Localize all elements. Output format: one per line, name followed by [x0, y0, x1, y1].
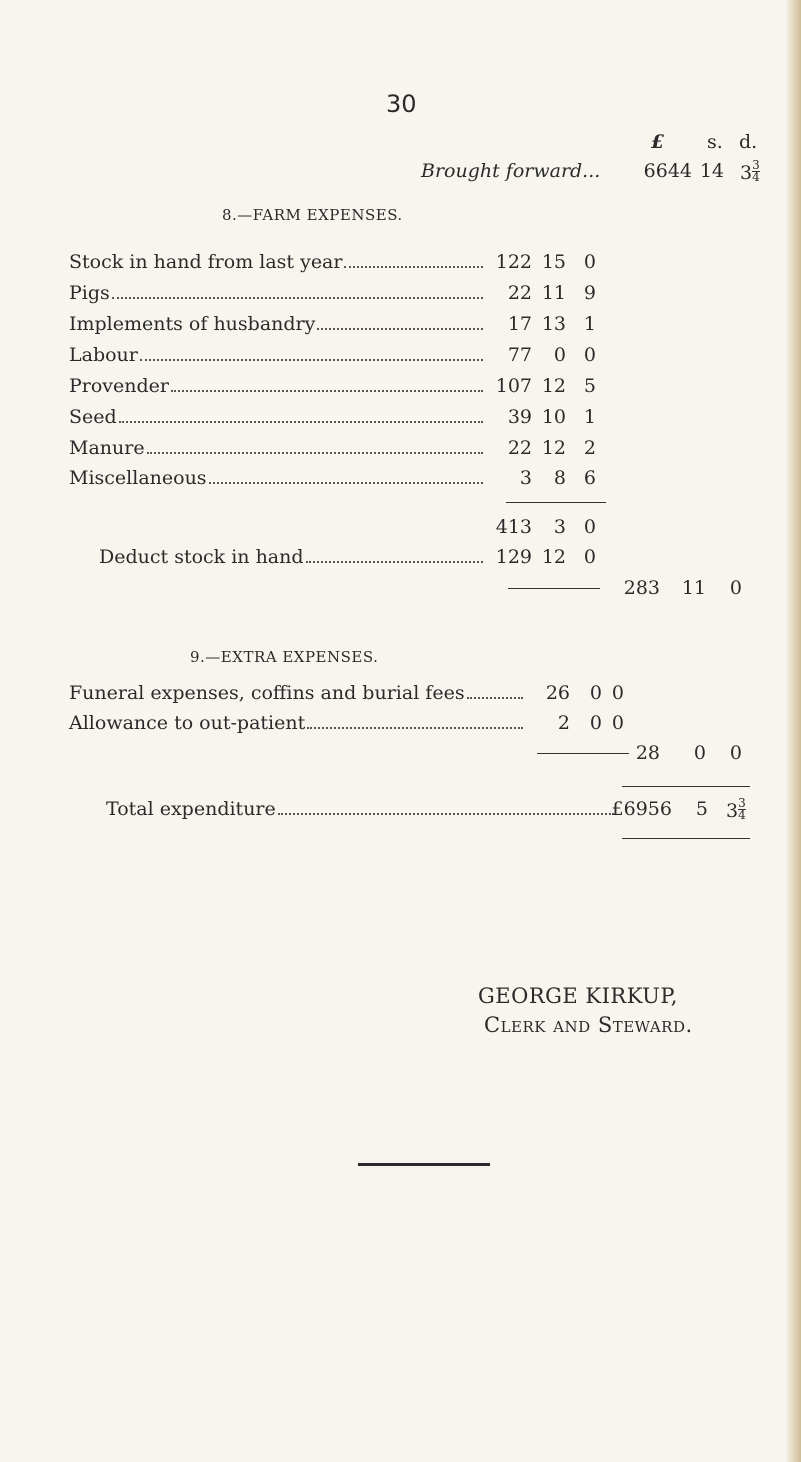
signature-name: GEORGE KIRKUP, [478, 984, 678, 1008]
item-label: Stock in hand from last year [69, 251, 343, 273]
leader-dots [140, 359, 483, 361]
item-pounds: 2 [557, 712, 570, 734]
total-rule-bottom [622, 838, 750, 839]
farm-expenses-heading: 8.—FARM EXPENSES. [222, 206, 403, 224]
total-amount: £6956 [611, 798, 672, 820]
farm-item-row [69, 344, 487, 366]
total-shillings: 5 [695, 798, 708, 820]
farm-item-row [69, 313, 487, 335]
brought-forward-pence: 3 $\frac{3}{4}$ [740, 158, 760, 184]
extra-item-row [69, 682, 527, 704]
item-label: Allowance to out-patient [69, 712, 306, 734]
item-pounds: 22 [507, 437, 532, 459]
item-pence: 1 [583, 313, 596, 335]
subtotal-pence: 0 [583, 516, 596, 538]
deduct-shillings: 12 [541, 546, 566, 568]
item-label: Miscellaneous [69, 467, 207, 489]
leader-dots [209, 482, 483, 484]
farm-net-pence: 0 [729, 577, 742, 599]
leader-dots [467, 697, 523, 699]
farm-item-row [69, 467, 487, 489]
brought-forward-pounds: 6644 [643, 160, 692, 182]
item-pounds: 107 [495, 375, 532, 397]
item-shillings: 8 [553, 467, 566, 489]
total-label: Total expenditure [106, 798, 276, 820]
leader-dots [307, 727, 523, 729]
fraction: $\frac{3}{4}$ [752, 158, 760, 184]
item-pounds: 3 [519, 467, 532, 489]
farm-item-row [69, 437, 487, 459]
item-label: Provender [69, 375, 170, 397]
item-shillings: 0 [553, 344, 566, 366]
brought-forward-label: Brought forward... [421, 160, 601, 182]
item-pounds: 122 [495, 251, 532, 273]
item-pence: 0 [583, 344, 596, 366]
item-pounds: 22 [507, 282, 532, 304]
item-pence: 2 [583, 437, 596, 459]
total-rule-top [622, 786, 750, 787]
item-label: Seed [69, 406, 117, 428]
deduct-label: Deduct stock in hand [99, 546, 304, 568]
item-shillings: 11 [541, 282, 566, 304]
item-pence: 5 [583, 375, 596, 397]
extra-net-pounds: 28 [635, 742, 660, 764]
subtotal-pounds: 413 [495, 516, 532, 538]
farm-item-row [69, 406, 487, 428]
item-shillings: 0 [589, 712, 602, 734]
leader-dots [306, 561, 483, 563]
item-label: Labour [69, 344, 138, 366]
deduct-pounds: 129 [495, 546, 532, 568]
item-pounds: 39 [507, 406, 532, 428]
brought-forward-shillings: 14 [699, 160, 724, 182]
leader-dots [119, 421, 483, 423]
farm-item-row [69, 375, 487, 397]
extra-net-shillings: 0 [693, 742, 706, 764]
item-label: Manure [69, 437, 145, 459]
extra-item-row [69, 712, 527, 734]
item-pounds: 17 [507, 313, 532, 335]
extra-net-pence: 0 [729, 742, 742, 764]
shillings-header: s. [707, 131, 723, 153]
item-shillings: 15 [541, 251, 566, 273]
deduct-row [99, 546, 487, 568]
fraction: $\frac{3}{4}$ [738, 796, 746, 822]
item-pence: 0 [583, 251, 596, 273]
extra-net-rule [537, 753, 629, 754]
item-pounds: 77 [507, 344, 532, 366]
item-label: Funeral expenses, coffins and burial fees [69, 682, 465, 704]
leader-dots [344, 266, 483, 268]
item-pence: 1 [583, 406, 596, 428]
leader-dots [171, 390, 483, 392]
leader-dots [278, 813, 614, 815]
total-pence: 3 $\frac{3}{4}$ [726, 796, 746, 822]
item-pence: 6 [583, 467, 596, 489]
page-number: 30 [386, 90, 417, 118]
item-shillings: 12 [541, 437, 566, 459]
page-edge-shadow [785, 0, 801, 1462]
subtotal-shillings: 3 [553, 516, 566, 538]
farm-net-pounds: 283 [623, 577, 660, 599]
pence-header: d. [739, 131, 758, 153]
item-shillings: 10 [541, 406, 566, 428]
item-shillings: 13 [541, 313, 566, 335]
item-pence: 0 [611, 682, 624, 704]
total-row [106, 798, 618, 820]
leader-dots [147, 452, 483, 454]
item-pence: 9 [583, 282, 596, 304]
leader-dots [112, 297, 483, 299]
item-pence: 0 [611, 712, 624, 734]
signature-title: Clerk and Steward. [484, 1013, 693, 1037]
farm-item-row [69, 282, 487, 304]
item-pounds: 26 [545, 682, 570, 704]
net-rule [508, 588, 600, 589]
subtotal-rule [506, 502, 606, 503]
deduct-pence: 0 [583, 546, 596, 568]
leader-dots [317, 328, 483, 330]
item-shillings: 12 [541, 375, 566, 397]
item-label: Implements of husbandry [69, 313, 316, 335]
end-ornament-rule [358, 1163, 490, 1166]
item-label: Pigs [69, 282, 110, 304]
farm-item-row [69, 251, 487, 273]
item-shillings: 0 [589, 682, 602, 704]
pounds-header: £ [651, 131, 665, 153]
farm-net-shillings: 11 [681, 577, 706, 599]
extra-expenses-heading: 9.—EXTRA EXPENSES. [190, 648, 379, 666]
